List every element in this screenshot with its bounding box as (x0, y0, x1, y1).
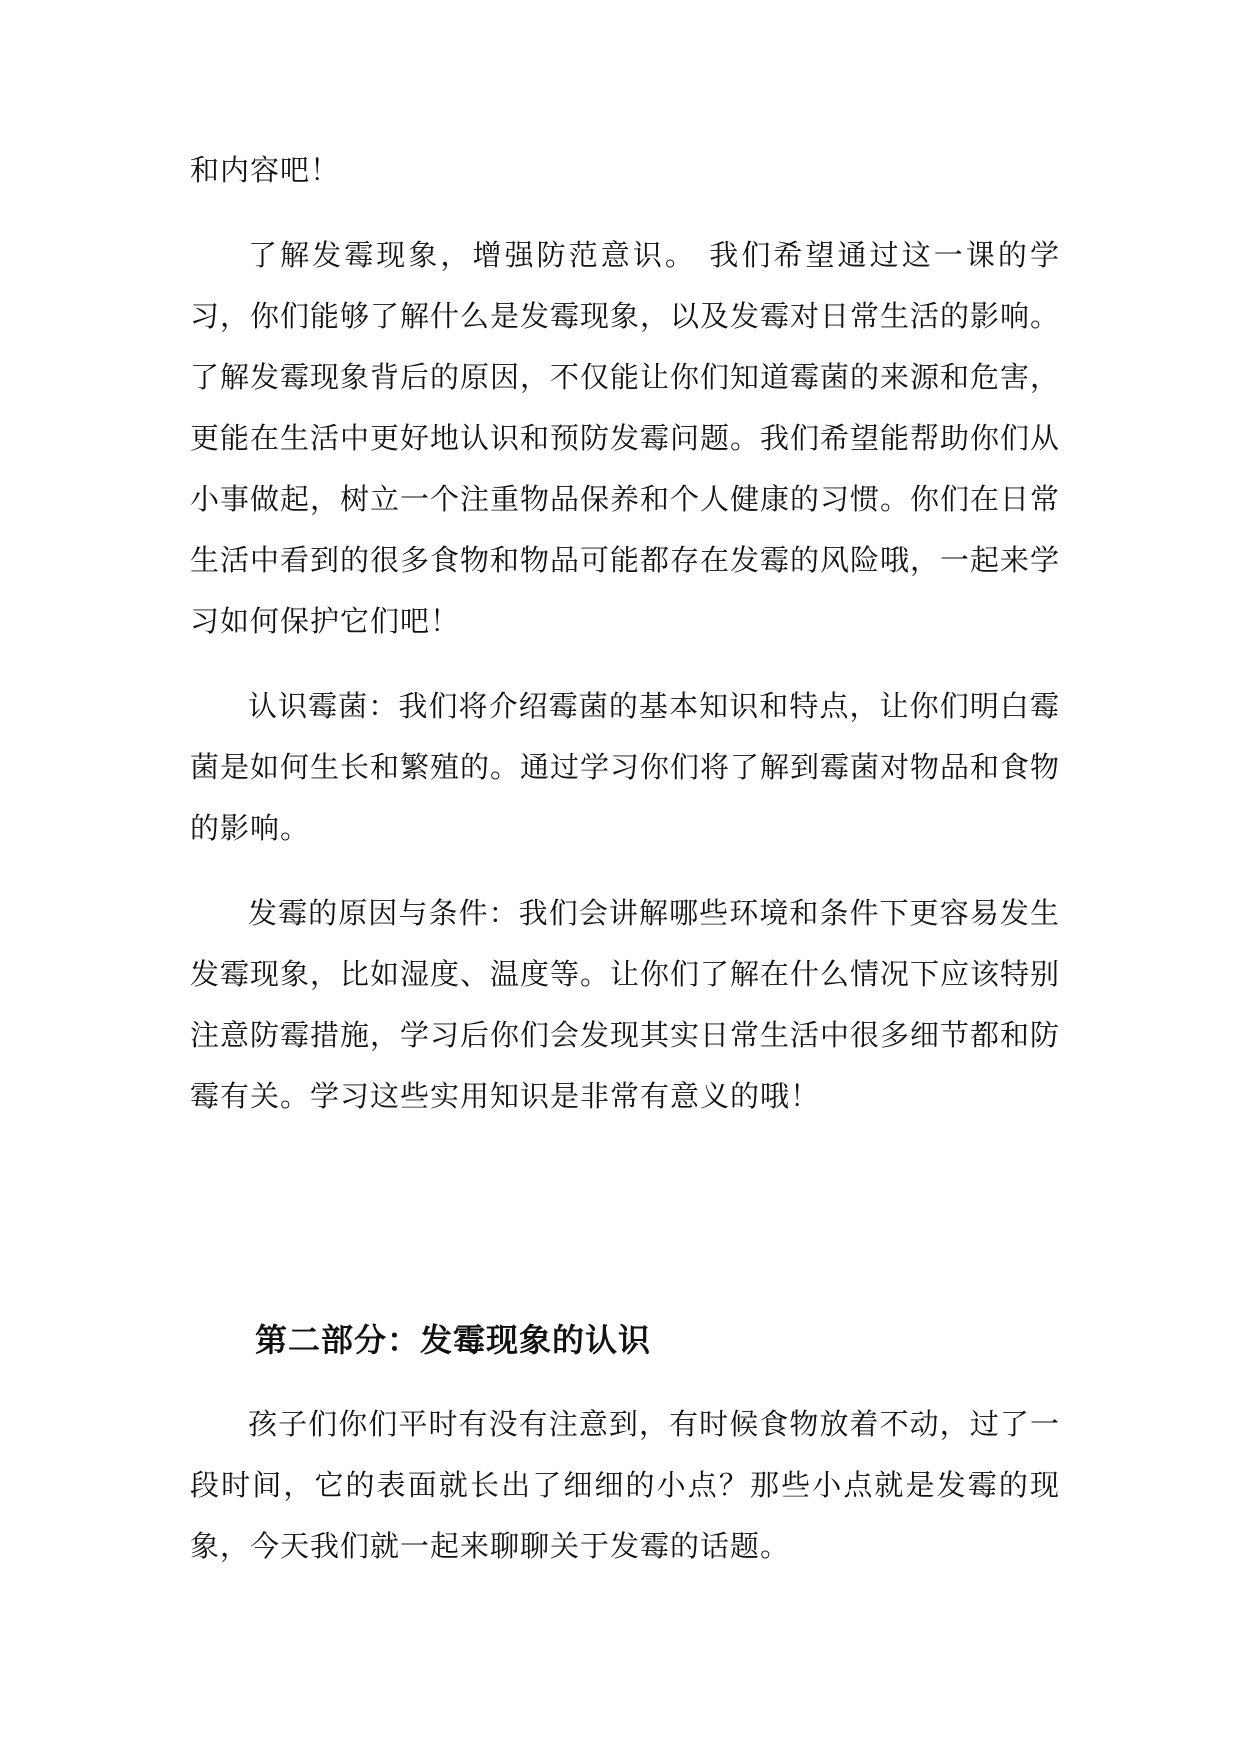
paragraph-mold-knowledge: 认识霉菌：我们将介绍霉菌的基本知识和特点，让你们明白霉菌是如何生长和繁殖的。通过学习你们将了解到霉菌对物品和食物的影响。 (190, 689, 1061, 845)
section-heading: 第二部分：发霉现象的认识 (255, 1321, 652, 1359)
paragraph-purpose: 了解发霉现象，增强防范意识。 我们希望通过这一课的学习，你们能够了解什么是发霉现象，以及发霉对日常生活的影响。了解发霉现象背后的原因，不仅能让你们知道霉菌的来源和危害，更能在生活中更好地认识和预防发霉问题。我们希望能帮助你们从小事做起，树立一个注重物品保养和个人健康的习惯。你们在日常生活中看到的很多食物和物品可能都存在发霉的风险哦，一起来学习如何保护它们吧！ (190, 238, 1061, 638)
body-text-upper (190, 140, 1060, 1127)
paragraph-mold-causes: 发霉的原因与条件：我们会讲解哪些环境和条件下更容易发生发霉现象，比如湿度、温度等。让你们了解在什么情况下应该特别注意防霉措施，学习后你们会发现其实日常生活中很多细节都和防霉有关。学习这些实用知识是非常有意义的哦！ (190, 896, 1061, 1113)
paragraph-section-intro: 孩子们你们平时有没有注意到，有时候食物放着不动，过了一段时间，它的表面就长出了细细的小点？那些小点就是发霉的现象，今天我们就一起来聊聊关于发霉的话题。 (190, 1407, 1060, 1563)
body-text-lower (190, 1394, 1060, 1577)
intro-fragment: 和内容吧！ (190, 153, 341, 187)
